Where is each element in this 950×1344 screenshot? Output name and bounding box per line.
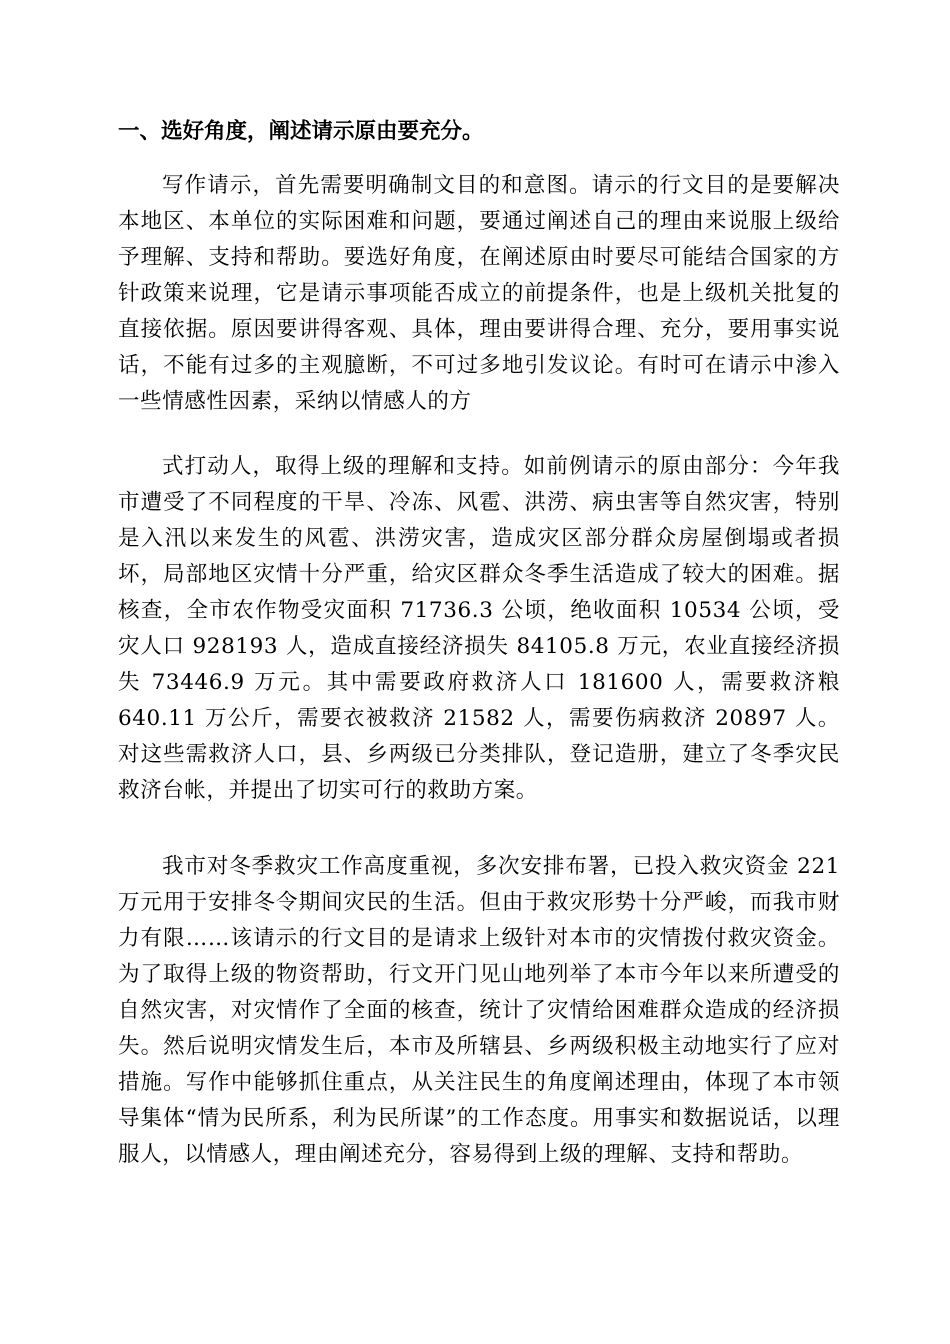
section-heading: 一、选好角度，阐述请示原由要充分。 [118,119,484,144]
paragraph-2: 式打动人，取得上级的理解和支持。如前例请示的原由部分：今年我市遭受了不同程度的干旱、冷冻、风雹、洪涝、病虫害等自然灾害，特别是入汛以来发生的风雹、洪涝灾害，造成灾区部分群众房屋倒塌或者损坏，局部地区灾情十分严重，给灾区群众冬季生活造成了较大的困难。据核查，全市农作物受灾面积 71736.3 公顷，绝收面积 10534 公顷，受灾人口 928193 人，造成直接经济损失 84105.8 万元，农业直接经济损失 73446.9 万元。其中需要政府救济人口 181600 人，需要救济粮 640.11 万公斤，需要衣被救济 21582 人，需要伤病救济 20897 人。对这些需救济人口，县、乡两级已分类排队，登记造册，建立了冬季灾民救济台帐，并提出了切实可行的救助方案。 [118,454,840,803]
paragraph-3: 我市对冬季救灾工作高度重视，多次安排布署，已投入救灾资金 221 万元用于安排冬令期间灾民的生活。但由于救灾形势十分严峻，而我市财力有限……该请示的行文目的是请求上级针对本市的灾情拨付救灾资金。为了取得上级的物资帮助，行文开门见山地列举了本市今年以来所遭受的自然灾害，对灾情作了全面的核查，统计了灾情给困难群众造成的经济损失。然后说明灾情发生后，本市及所辖县、乡两级积极主动地实行了应对措施。写作中能够抓住重点，从关注民生的角度阐述理由，体现了本市领导集体“情为民所系，利为民所谋”的工作态度。用事实和数据说话，以理服人，以情感人，理由阐述充分，容易得到上级的理解、支持和帮助。 [118,854,840,1167]
paragraph-1: 写作请示，首先需要明确制文目的和意图。请示的行文目的是要解决本地区、本单位的实际困难和问题，要通过阐述自己的理由来说服上级给予理解、支持和帮助。要选好角度，在阐述原由时要尽可能结合国家的方针政策来说理，它是请示事项能否成立的前提条件，也是上级机关批复的直接依据。原因要讲得客观、具体，理由要讲得合理、充分，要用事实说话，不能有过多的主观臆断，不可过多地引发议论。有时可在请示中渗入一些情感性因素，采纳以情感人的方 [118,173,840,414]
